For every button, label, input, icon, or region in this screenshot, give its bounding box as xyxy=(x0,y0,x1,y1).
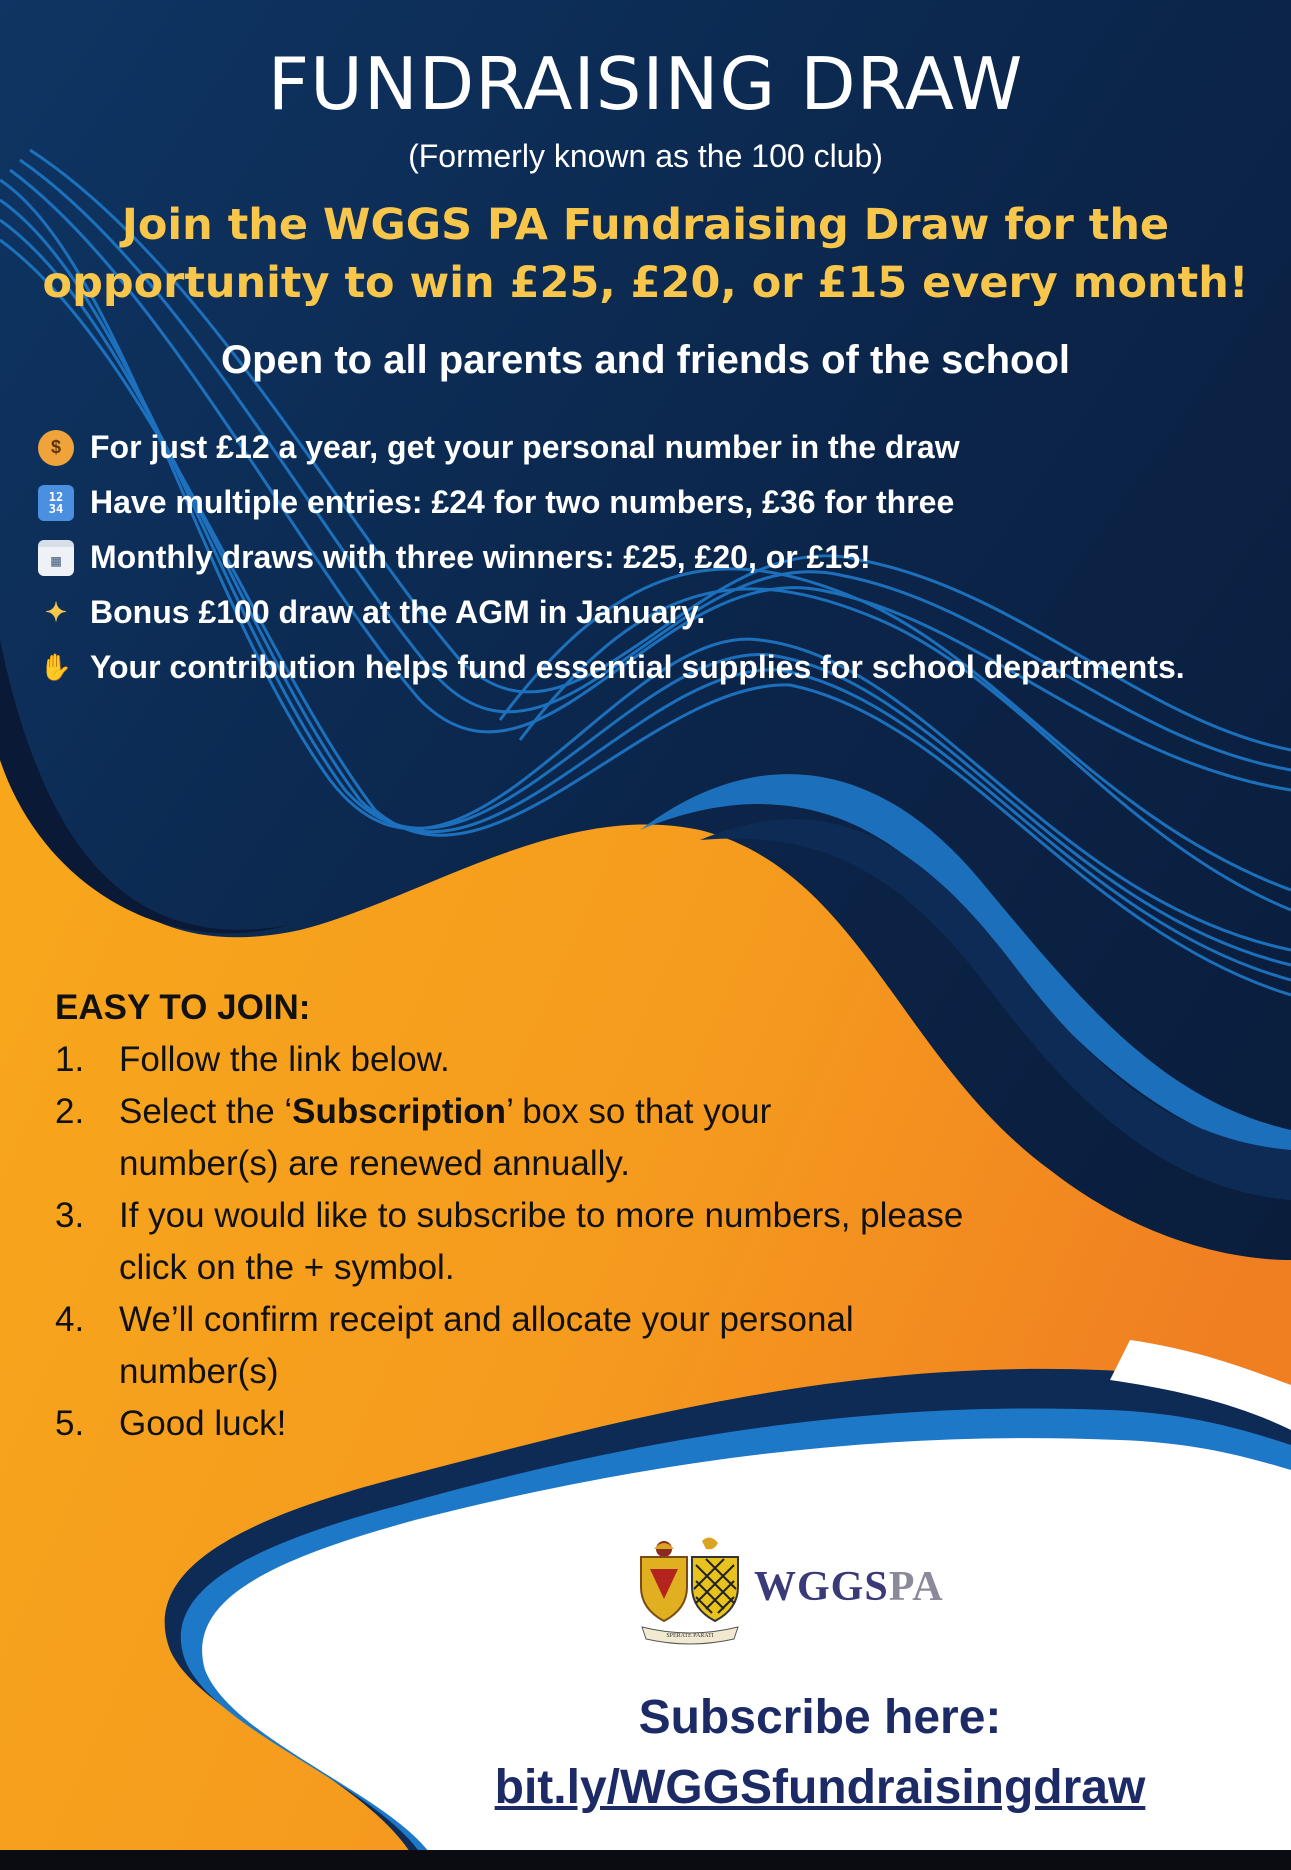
handshake-icon: ✋ xyxy=(39,652,73,682)
logo-wordmark xyxy=(754,1563,944,1611)
step-text-pre: Select the ‘ xyxy=(119,1092,293,1131)
wggspa-logo xyxy=(636,1535,956,1645)
step-number: 4. xyxy=(55,1300,85,1339)
benefit-list xyxy=(38,420,1278,695)
step-text: If you would like to subscribe to more numbers, please click on the + symbol. xyxy=(119,1196,964,1287)
logo-motto: SPERATE PARATI xyxy=(666,1633,714,1639)
step-text: We’ll confirm receipt and allocate your personal number(s) xyxy=(119,1300,854,1391)
benefit-item xyxy=(38,640,1278,695)
school-crest-icon xyxy=(636,1535,751,1645)
join-step xyxy=(55,1294,1055,1398)
benefit-item xyxy=(38,475,1278,530)
subscribe-link[interactable]: bit.ly/WGGSfundraisingdraw xyxy=(494,1761,1146,1814)
step-text: Follow the link below. xyxy=(119,1040,450,1079)
benefit-text: For just £12 a year, get your personal number in the draw xyxy=(90,429,960,465)
benefit-text: Bonus £100 draw at the AGM in January. xyxy=(90,594,706,630)
step-number: 5. xyxy=(55,1404,85,1443)
step-text-bold: Subscription xyxy=(292,1092,507,1131)
step-number: 3. xyxy=(55,1196,85,1235)
step-number: 2. xyxy=(55,1092,85,1131)
join-step xyxy=(55,1086,1055,1190)
audience-line: Open to all parents and friends of the school xyxy=(221,338,1070,382)
join-step xyxy=(55,1034,1055,1086)
benefit-text: Your contribution helps fund essential supplies for school departments. xyxy=(90,649,1185,685)
step-text xyxy=(119,1086,879,1190)
benefit-text: Have multiple entries: £24 for two numbers, £36 for three xyxy=(90,484,955,520)
benefit-text: Monthly draws with three winners: £25, £20, or £15! xyxy=(90,539,871,575)
benefit-item xyxy=(38,585,1278,640)
step-number: 1. xyxy=(55,1040,85,1079)
step-text: Good luck! xyxy=(119,1404,287,1443)
page-title: FUNDRAISING DRAW xyxy=(267,42,1024,126)
numbers-icon: 12 34 xyxy=(38,485,74,521)
logo-main-text: WGGS xyxy=(754,1564,889,1610)
join-step xyxy=(55,1398,1055,1450)
party-popper-icon: ✦ xyxy=(45,597,67,627)
join-instructions xyxy=(55,988,1055,1450)
join-step xyxy=(55,1190,1055,1294)
benefit-item xyxy=(38,530,1278,585)
logo-accent-text: PA xyxy=(888,1564,944,1610)
join-heading: EASY TO JOIN: xyxy=(55,988,311,1027)
money-bag-icon: $ xyxy=(38,430,74,466)
calendar-icon: ▦ xyxy=(38,540,74,576)
headline: Join the WGGS PA Fundraising Draw for the opportunity to win £25, £20, or £15 every month! xyxy=(42,200,1249,308)
subscribe-label: Subscribe here: xyxy=(638,1691,1002,1744)
benefit-item xyxy=(38,420,1278,475)
step-text-post: ’ box so that your number(s) are renewed annually. xyxy=(119,1092,772,1183)
subtitle: (Formerly known as the 100 club) xyxy=(408,138,883,174)
